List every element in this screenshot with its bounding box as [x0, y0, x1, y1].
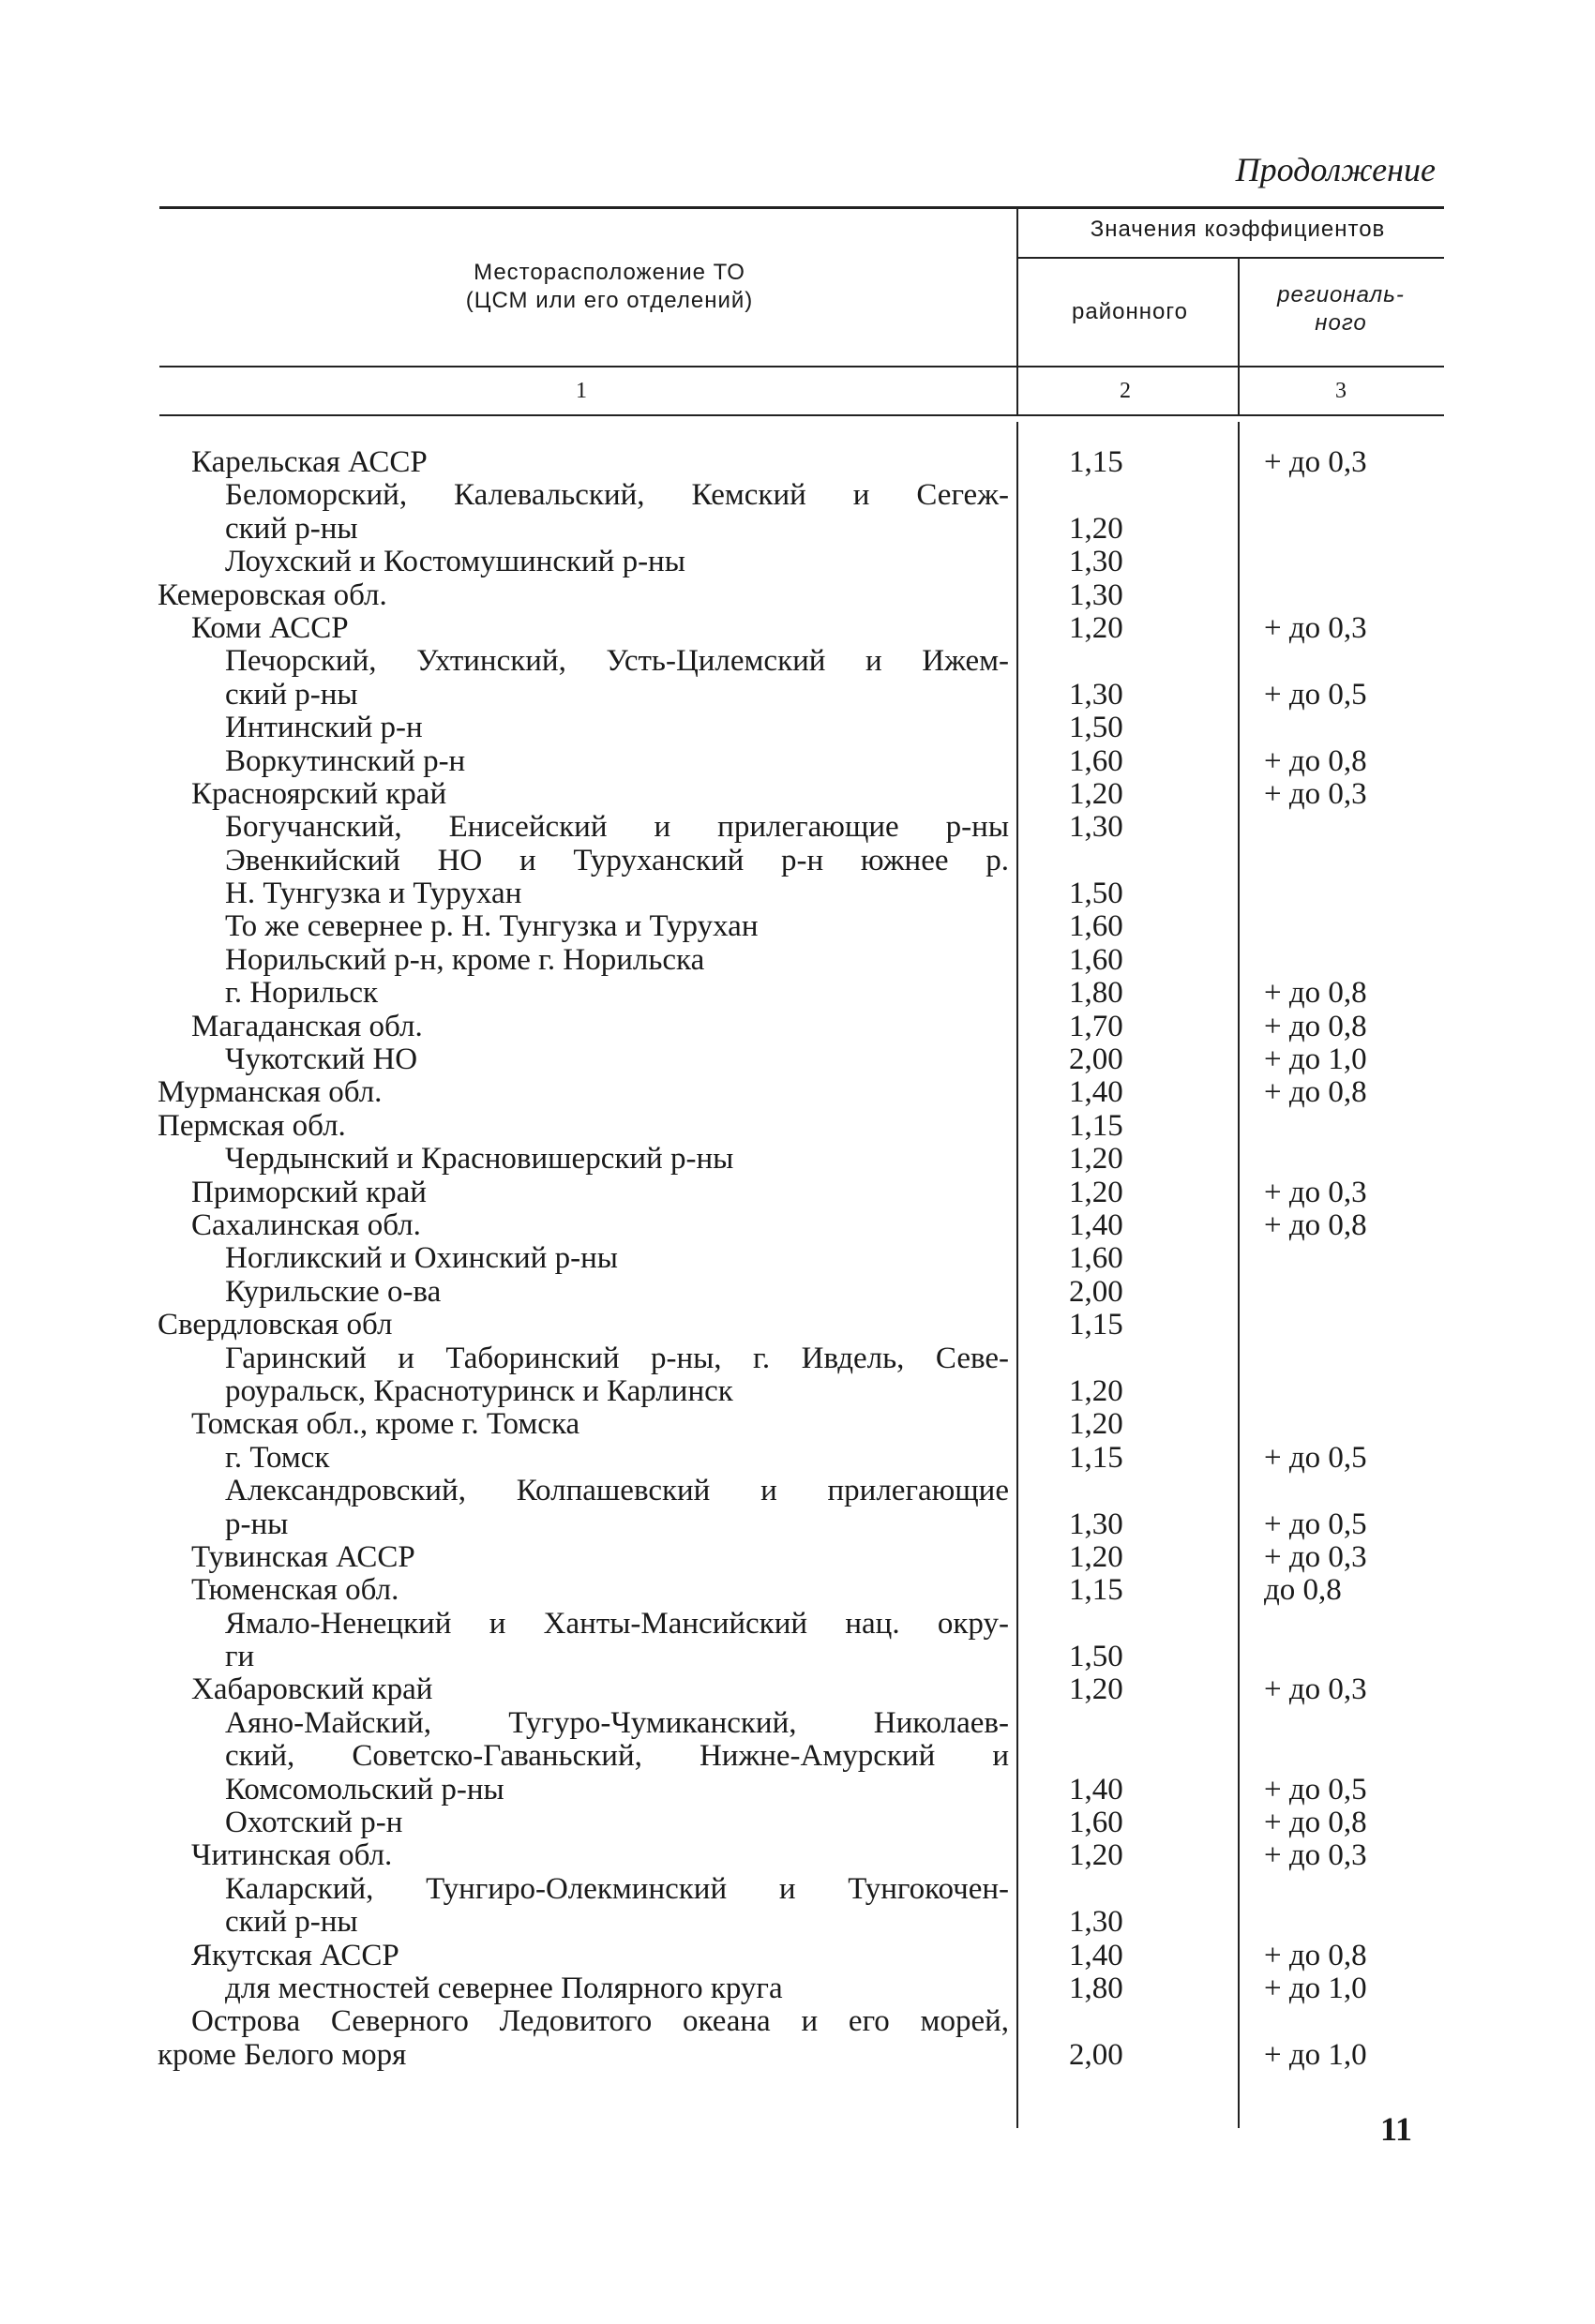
- table-row: [0, 579, 1595, 612]
- column-number-1: 1: [576, 379, 587, 403]
- location-cell: Красноярский край: [191, 776, 447, 811]
- regional-coefficient-cell: + до 0,3: [1264, 445, 1367, 479]
- regional-coefficient-cell: + до 0,8: [1264, 1806, 1367, 1840]
- district-coefficient-cell: 1,50: [1069, 1640, 1123, 1674]
- district-coefficient-cell: 1,40: [1069, 1075, 1123, 1110]
- column-number-2: 2: [1120, 379, 1131, 403]
- district-coefficient-cell: 1,60: [1069, 1241, 1123, 1276]
- location-cell: Острова Северного Ледовитого океана и его морей,: [191, 2004, 1009, 2039]
- column-header-location: Месторасположение ТО (ЦСМ или его отделений): [465, 260, 754, 313]
- table-row: [0, 1873, 1595, 1906]
- table-row: [0, 1641, 1595, 1673]
- district-coefficient-cell: 1,15: [1069, 445, 1123, 479]
- table-row: [0, 845, 1595, 877]
- location-cell: Каларский, Тунгиро-Олекминский и Тунгокочен-: [225, 1871, 1009, 1906]
- table-row: [0, 1740, 1595, 1773]
- district-coefficient-cell: 2,00: [1069, 2037, 1123, 2072]
- regional-coefficient-cell: + до 1,0: [1264, 2037, 1367, 2072]
- district-coefficient-cell: 1,30: [1069, 1905, 1123, 1940]
- district-coefficient-cell: 1,15: [1069, 1308, 1123, 1342]
- table-row: [0, 546, 1595, 578]
- regional-coefficient-cell: + до 0,5: [1264, 1440, 1367, 1475]
- location-cell: Ногликский и Охинский р-ны: [225, 1241, 618, 1276]
- location-cell: Ямало-Ненецкий и Ханты-Мансийский нац. окру-: [225, 1606, 1009, 1641]
- table-row: [0, 1940, 1595, 1972]
- location-cell: роуральск, Краснотуринск и Карлинск: [225, 1373, 733, 1408]
- location-cell: Охотский р-н: [225, 1806, 403, 1840]
- district-coefficient-cell: 2,00: [1069, 1274, 1123, 1309]
- column-header-group: Значения коэффициентов: [1090, 217, 1386, 242]
- regional-coefficient-cell: + до 0,3: [1264, 1838, 1367, 1873]
- location-cell: ский р-ны: [225, 1905, 358, 1940]
- location-cell: Печорский, Ухтинский, Усть-Цилемский и Ижем-: [225, 644, 1009, 679]
- column-divider-1: [1016, 208, 1018, 414]
- district-coefficient-cell: 1,40: [1069, 1938, 1123, 1972]
- location-cell: Коми АССР: [191, 610, 349, 645]
- location-cell: Сахалинская обл.: [191, 1207, 421, 1242]
- table-body: [0, 446, 1595, 2072]
- column-divider-2: [1238, 259, 1240, 414]
- table-row: [0, 877, 1595, 910]
- regional-coefficient-cell: + до 0,5: [1264, 1507, 1367, 1541]
- district-coefficient-cell: 1,20: [1069, 1175, 1123, 1209]
- table-row: [0, 2005, 1595, 2038]
- regional-coefficient-cell: + до 0,3: [1264, 776, 1367, 811]
- location-cell: Курильские о-ва: [225, 1274, 442, 1309]
- location-cell: Свердловская обл: [158, 1308, 393, 1342]
- district-coefficient-cell: 1,70: [1069, 1009, 1123, 1043]
- location-cell: Хабаровский край: [191, 1672, 433, 1707]
- table-row: [0, 712, 1595, 744]
- table-row: [0, 1143, 1595, 1176]
- district-coefficient-cell: 1,30: [1069, 1507, 1123, 1541]
- header-bottom-rule: [159, 366, 1444, 367]
- regional-coefficient-cell: + до 0,3: [1264, 1175, 1367, 1209]
- table-row: [0, 1276, 1595, 1309]
- regional-coefficient-cell: + до 0,5: [1264, 1772, 1367, 1807]
- district-coefficient-cell: 1,20: [1069, 1672, 1123, 1707]
- district-coefficient-cell: 1,50: [1069, 711, 1123, 745]
- district-coefficient-cell: 1,15: [1069, 1573, 1123, 1608]
- district-coefficient-cell: 1,60: [1069, 1806, 1123, 1840]
- regional-coefficient-cell: + до 0,5: [1264, 677, 1367, 712]
- table-row: [0, 446, 1595, 479]
- regional-coefficient-cell: + до 0,3: [1264, 1672, 1367, 1707]
- table-row: [0, 778, 1595, 811]
- location-cell: Интинский р-н: [225, 711, 423, 745]
- table-top-rule: [159, 206, 1444, 209]
- table-row: [0, 1375, 1595, 1408]
- location-cell: Эвенкийский НО и Туруханский р-н южнее р.: [225, 843, 1009, 877]
- table-row: [0, 1608, 1595, 1641]
- colnum-bottom-rule: [159, 414, 1444, 416]
- location-cell: ский р-ны: [225, 511, 358, 546]
- table-row: [0, 1442, 1595, 1475]
- district-coefficient-cell: 1,40: [1069, 1772, 1123, 1807]
- table-row: [0, 1541, 1595, 1574]
- district-coefficient-cell: 1,30: [1069, 677, 1123, 712]
- regional-coefficient-cell: + до 0,8: [1264, 743, 1367, 778]
- location-cell: Чукотский НО: [225, 1042, 418, 1077]
- district-coefficient-cell: 1,15: [1069, 1108, 1123, 1143]
- location-cell: Гаринский и Таборинский р-ны, г. Ивдель, Севе-: [225, 1341, 1009, 1375]
- location-cell: ский, Советско-Гаваньский, Нижне-Амурский и: [225, 1739, 1009, 1774]
- location-cell: г. Томск: [225, 1440, 330, 1475]
- location-cell: Томская обл., кроме г. Томска: [191, 1407, 580, 1442]
- table-row: [0, 1774, 1595, 1807]
- location-cell: Чердынский и Красновишерский р-ны: [225, 1142, 734, 1177]
- table-row: [0, 1807, 1595, 1839]
- table-row: [0, 811, 1595, 844]
- table-row: [0, 745, 1595, 778]
- column-number-3: 3: [1335, 379, 1347, 403]
- table-row: [0, 1342, 1595, 1375]
- table-row: [0, 1242, 1595, 1275]
- district-coefficient-cell: 1,30: [1069, 577, 1123, 612]
- table-row: [0, 1839, 1595, 1872]
- page-number: 11: [1379, 2110, 1412, 2148]
- table-row: [0, 612, 1595, 645]
- district-coefficient-cell: 1,15: [1069, 1440, 1123, 1475]
- location-cell: Норильский р-н, кроме г. Норильска: [225, 942, 705, 977]
- location-cell: Мурманская обл.: [158, 1075, 383, 1110]
- district-coefficient-cell: 2,00: [1069, 1042, 1123, 1077]
- table-row: [0, 1408, 1595, 1441]
- district-coefficient-cell: 1,60: [1069, 743, 1123, 778]
- regional-coefficient-cell: + до 0,3: [1264, 1539, 1367, 1574]
- column-header-regional: региональ- ного: [1277, 282, 1405, 336]
- location-cell: Воркутинский р-н: [225, 743, 466, 778]
- location-cell: Тувинская АССР: [191, 1539, 415, 1574]
- district-coefficient-cell: 1,80: [1069, 976, 1123, 1011]
- location-cell: Пермская обл.: [158, 1108, 346, 1143]
- table-row: [0, 1110, 1595, 1143]
- group-header-rule: [1018, 257, 1444, 259]
- district-coefficient-cell: 1,20: [1069, 610, 1123, 645]
- location-cell: Н. Тунгузка и Турухан: [225, 877, 522, 911]
- table-row: [0, 1177, 1595, 1209]
- location-cell: Магаданская обл.: [191, 1009, 423, 1043]
- table-row: [0, 1972, 1595, 2005]
- table-row: [0, 1906, 1595, 1939]
- table-row: [0, 679, 1595, 712]
- district-coefficient-cell: 1,20: [1069, 1407, 1123, 1442]
- location-cell: г. Норильск: [225, 976, 379, 1011]
- table-row: [0, 1508, 1595, 1541]
- location-cell: Богучанский, Енисейский и прилегающие р-ны: [225, 810, 1009, 845]
- location-cell: Тюменская обл.: [191, 1573, 399, 1608]
- location-cell: Приморский край: [191, 1175, 427, 1209]
- table-row: [0, 479, 1595, 512]
- table-row: [0, 2039, 1595, 2072]
- location-cell: ги: [225, 1640, 255, 1674]
- regional-coefficient-cell: + до 1,0: [1264, 1042, 1367, 1077]
- district-coefficient-cell: 1,30: [1069, 810, 1123, 845]
- location-cell: Александровский, Колпашевский и прилегающие: [225, 1474, 1009, 1508]
- table-row: [0, 1309, 1595, 1342]
- table-row: [0, 1673, 1595, 1706]
- district-coefficient-cell: 1,40: [1069, 1207, 1123, 1242]
- table-row: [0, 944, 1595, 977]
- regional-coefficient-cell: + до 0,8: [1264, 1938, 1367, 1972]
- district-coefficient-cell: 1,60: [1069, 942, 1123, 977]
- district-coefficient-cell: 1,20: [1069, 1142, 1123, 1177]
- district-coefficient-cell: 1,20: [1069, 776, 1123, 811]
- district-coefficient-cell: 1,30: [1069, 545, 1123, 579]
- regional-coefficient-cell: до 0,8: [1264, 1573, 1342, 1608]
- district-coefficient-cell: 1,60: [1069, 909, 1123, 944]
- table-row: [0, 1011, 1595, 1043]
- regional-coefficient-cell: + до 0,8: [1264, 1207, 1367, 1242]
- column-header-district: районного: [1072, 299, 1188, 324]
- district-coefficient-cell: 1,80: [1069, 1971, 1123, 2005]
- district-coefficient-cell: 1,20: [1069, 1539, 1123, 1574]
- location-cell: Лоухский и Костомушинский р-ны: [225, 545, 685, 579]
- location-cell: То же севернее р. Н. Тунгузка и Турухан: [225, 909, 759, 944]
- table-row: [0, 1043, 1595, 1076]
- district-coefficient-cell: 1,50: [1069, 877, 1123, 911]
- location-cell: Комсомольский р-ны: [225, 1772, 504, 1807]
- location-cell: для местностей севернее Полярного круга: [225, 1971, 783, 2005]
- regional-coefficient-cell: + до 0,8: [1264, 976, 1367, 1011]
- table-row: [0, 513, 1595, 546]
- district-coefficient-cell: 1,20: [1069, 511, 1123, 546]
- location-cell: Беломорский, Калевальский, Кемский и Сегеж-: [225, 478, 1009, 513]
- table-row: [0, 645, 1595, 678]
- table-row: [0, 1574, 1595, 1607]
- regional-coefficient-cell: + до 1,0: [1264, 1971, 1367, 2005]
- location-cell: Аяно-Майский, Тугуро-Чумиканский, Николаев-: [225, 1705, 1009, 1740]
- regional-coefficient-cell: + до 0,8: [1264, 1009, 1367, 1043]
- continuation-label: Продолжение: [1235, 151, 1436, 188]
- location-cell: р-ны: [225, 1507, 289, 1541]
- location-cell: Кемеровская обл.: [158, 577, 387, 612]
- table-row: [0, 1209, 1595, 1242]
- table-row: [0, 1475, 1595, 1507]
- table-row: [0, 1076, 1595, 1109]
- table-row: [0, 1707, 1595, 1740]
- district-coefficient-cell: 1,20: [1069, 1838, 1123, 1873]
- district-coefficient-cell: 1,20: [1069, 1373, 1123, 1408]
- location-cell: Читинская обл.: [191, 1838, 393, 1873]
- table-row: [0, 977, 1595, 1010]
- location-cell: Якутская АССР: [191, 1938, 399, 1972]
- table-row: [0, 910, 1595, 943]
- location-cell: кроме Белого моря: [158, 2037, 407, 2072]
- location-cell: Карельская АССР: [191, 445, 428, 479]
- location-cell: ский р-ны: [225, 677, 358, 712]
- regional-coefficient-cell: + до 0,3: [1264, 610, 1367, 645]
- regional-coefficient-cell: + до 0,8: [1264, 1075, 1367, 1110]
